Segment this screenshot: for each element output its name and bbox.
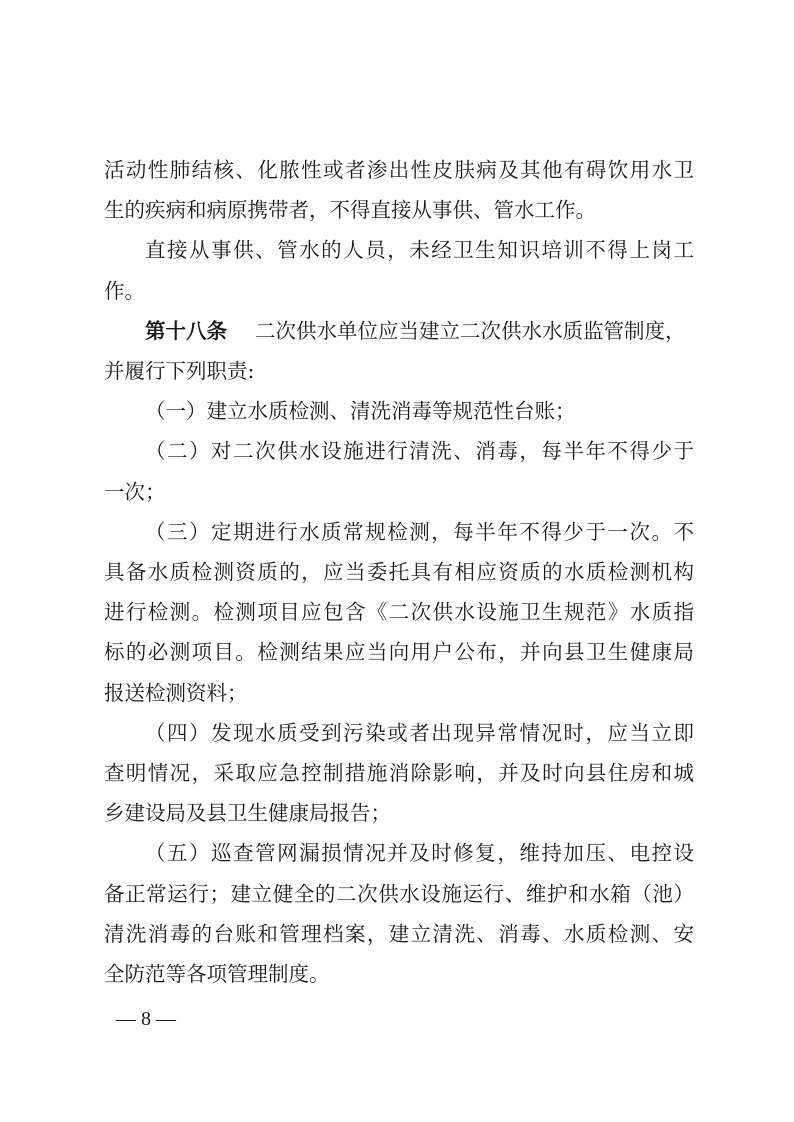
text-line: 乡建设局及县卫生健康局报告； bbox=[104, 801, 391, 825]
text-line: 二次供水单位应当建立二次供水水质监管制度， bbox=[255, 319, 686, 343]
text-line: 清洗消毒的台账和管理档案，建立清洗、消毒、水质检测、安 bbox=[104, 922, 694, 946]
text-line: （三）定期进行水质常规检测，每半年不得少于一次。不 bbox=[145, 520, 694, 544]
text-line: 具备水质检测资质的，应当委托具有相应资质的水质检测机构 bbox=[104, 560, 694, 584]
text-line: （五）巡查管网漏损情况并及时修复，维持加压、电控设 bbox=[145, 841, 694, 865]
text-line: （二）对二次供水设施进行清洗、消毒，每半年不得少于 bbox=[145, 439, 694, 463]
article-18-first-line bbox=[145, 317, 686, 345]
text-line: （一）建立水质检测、清洗消毒等规范性台账； bbox=[145, 399, 576, 423]
text-line: 查明情况，采取应急控制措施消除影响，并及时向县住房和城 bbox=[104, 761, 694, 785]
text-line: 全防范等各项管理制度。 bbox=[104, 962, 330, 986]
text-line: 直接从事供、管水的人员，未经卫生知识培训不得上岗工 bbox=[145, 238, 694, 262]
text-line: 报送检测资料； bbox=[104, 681, 248, 705]
text-line: 活动性肺结核、化脓性或者渗出性皮肤病及其他有碍饮用水卫 bbox=[104, 158, 694, 182]
text-line: 备正常运行；建立健全的二次供水设施运行、维护和水箱（池） bbox=[104, 882, 694, 906]
text-line: 进行检测。检测项目应包含《二次供水设施卫生规范》水质指 bbox=[104, 600, 694, 624]
text-line: 一次； bbox=[104, 480, 166, 504]
text-line: 并履行下列职责: bbox=[104, 359, 255, 383]
text-line: 标的必测项目。检测结果应当向用户公布，并向县卫生健康局 bbox=[104, 640, 694, 664]
text-line: （四）发现水质受到污染或者出现异常情况时，应当立即 bbox=[145, 721, 694, 745]
text-line: 作。 bbox=[104, 279, 145, 303]
article-heading: 第十八条 bbox=[145, 319, 227, 343]
text-line: 生的疾病和病原携带者，不得直接从事供、管水工作。 bbox=[104, 198, 596, 222]
page-number: — 8 — bbox=[116, 1008, 176, 1030]
